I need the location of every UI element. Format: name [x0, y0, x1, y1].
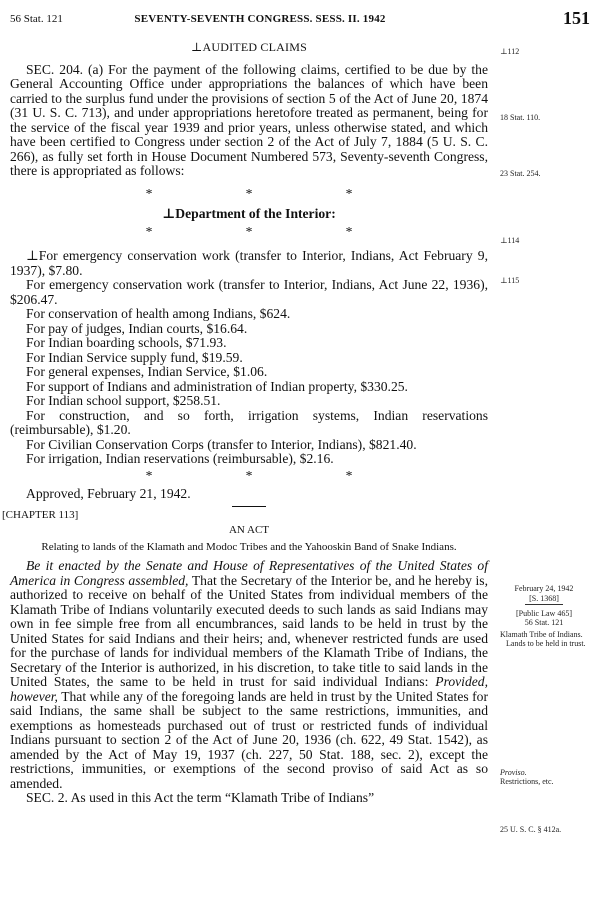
appropriation-item: For pay of judges, Indian courts, $16.64.	[26, 320, 248, 336]
proviso-clause: Provided, however,	[10, 674, 488, 704]
stat-citation: 56 Stat. 121	[524, 618, 564, 627]
appropriation-item: For construction, and so forth, irrigation systems, Indian reservations (reimbursable), $1.20.	[10, 407, 488, 437]
margin-note-23-stat: 23 Stat. 254.	[500, 169, 541, 178]
appropriation-item: ⊥For emergency conservation work (transfer to Interior, Indians, Act February 9, 1937), $7.80.	[10, 248, 488, 278]
klamath-tribe-note: Klamath Tribe of Indians.	[500, 630, 583, 639]
star: *	[345, 223, 353, 239]
margin-note-115: ⊥115	[500, 276, 520, 285]
page-number: 151	[563, 8, 590, 28]
appropriation-item: For conservation of health among Indians, $624.	[26, 306, 291, 321]
act-date: February 24, 1942	[514, 584, 574, 593]
star: *	[345, 467, 353, 483]
senate-bill-number: [S. 1368]	[525, 593, 563, 605]
appropriation-item: For irrigation, Indian reservations (reimbursable), $2.16.	[26, 451, 334, 466]
header-congress-title: SEVENTY-SEVENTH CONGRESS. SESS. II. 1942	[134, 13, 386, 25]
appropriation-item: For Indian boarding schools, $71.93.	[26, 335, 227, 350]
star: *	[145, 467, 153, 483]
page-header	[10, 8, 590, 30]
star: *	[245, 185, 253, 201]
act-body	[10, 559, 488, 806]
approval-date: Approved, February 21, 1942.	[26, 486, 191, 501]
star: *	[145, 223, 153, 239]
margin-note-114: ⊥114	[500, 236, 520, 245]
appropriation-item: For Civilian Conservation Corps (transfer to Interior, Indians), $821.40.	[26, 436, 417, 452]
act-date-box	[500, 584, 588, 627]
proviso-note: Proviso.	[500, 768, 527, 777]
appropriation-item: For support of Indians and administration of Indian property, $330.25.	[26, 378, 408, 394]
margin-note-112: ⊥112	[500, 47, 520, 56]
star: *	[345, 185, 353, 201]
star: *	[145, 185, 153, 201]
margin-note-klamath	[500, 630, 598, 648]
appropriation-item: For emergency conservation work (transfer to Interior, Indians, Act June 22, 1936), $206.47.	[10, 277, 488, 307]
body-text-part2: That while any of the foregoing lands are held in trust by the United States for said Indians, the same shall be subject to the same restrictions, immunities, and exemptions as homesteads purchased out of trust or restricted funds of individual Indians pursuant to section 2 of the Act of June 20, 1936 (ch. 622, 49 Stat. 1542), as amended by the Act of May 19, 1937 (ch. 227, 50 Stat. 188, sec. 2), except the restrictions, immunities, or exemptions of the second proviso of said Act as so amended.	[10, 688, 488, 791]
section-heading: ⊥AUDITED CLAIMS	[191, 40, 307, 54]
chapter-row	[2, 505, 488, 521]
appropriation-item: For general expenses, Indian Service, $1.06.	[26, 364, 268, 379]
ellipsis-stars	[99, 225, 399, 240]
appropriation-item: For Indian Service supply fund, $19.59.	[26, 349, 243, 365]
margin-note-usc: 25 U. S. C. § 412a.	[500, 825, 562, 834]
section-1-paragraph	[10, 559, 488, 791]
chapter-number: [CHAPTER 113]	[2, 508, 79, 521]
ellipsis-stars	[99, 187, 399, 202]
lands-in-trust-note: Lands to be held in trust.	[506, 639, 586, 648]
margin-note-proviso	[500, 768, 598, 786]
act-purpose: Relating to lands of the Klamath and Modoc Tribes and the Yahooskin Band of Snake Indians.	[41, 541, 457, 553]
margin-note-18-stat: 18 Stat. 110.	[500, 113, 541, 122]
act-heading: AN ACT	[228, 523, 270, 536]
divider-rule	[232, 506, 266, 507]
restrictions-note: Restrictions, etc.	[500, 777, 554, 786]
ellipsis-stars	[99, 469, 399, 484]
section-204-paragraph: SEC. 204. (a) For the payment of the following claims, certified to be due by the General Accounting Office under appropriations the balances of which have been carried to the surplus fund under the provisions of section 5 of the Act of June 20, 1874 (31 U. S. C. 713), and under appropriations heretofore treated as permanent, being for the service of the fiscal year 1939 and prior years, unless otherwise stated, and which have been certified to Congress under section 2 of the Act of July 7, 1884 (5 U. S. C. 266), as fully set forth in House Document Numbered 573, Seventy-seventh Congress, there is appropriated as follows:	[10, 61, 488, 178]
enacting-clause: Be it enacted by the Senate and House of Representatives of the United States of America in Congress assembled,	[10, 558, 488, 588]
header-stat-citation: 56 Stat. 121	[10, 13, 63, 25]
appropriation-item: For Indian school support, $258.51.	[26, 393, 221, 408]
section-2-paragraph: SEC. 2. As used in this Act the term “Klamath Tribe of Indians”	[26, 790, 375, 805]
public-law-number: [Public Law 465]	[516, 609, 572, 618]
star: *	[245, 467, 253, 483]
department-heading: ⊥Department of the Interior:	[162, 206, 336, 221]
main-text-column	[2, 40, 488, 806]
body-text-part1: That the Secretary of the Interior be, and he hereby is, authorized to receive on behalf of the United States from individual members of the Klamath Tribe of Indians voluntarily executed deeds to such lands as said Indians may own in fee simple free from all encumbrances, said lands to be held in trust by the United States for said Indians and their heirs; and, whenever restricted funds are used for the purchase of lands for individual members of the Klamath Tribe of Indians, the Secretary of the Interior is authorized, in his discretion, to take title to said lands in the United States, the same to be held in trust for said individual Indians:	[10, 572, 488, 689]
star: *	[245, 223, 253, 239]
appropriation-items	[10, 249, 488, 467]
